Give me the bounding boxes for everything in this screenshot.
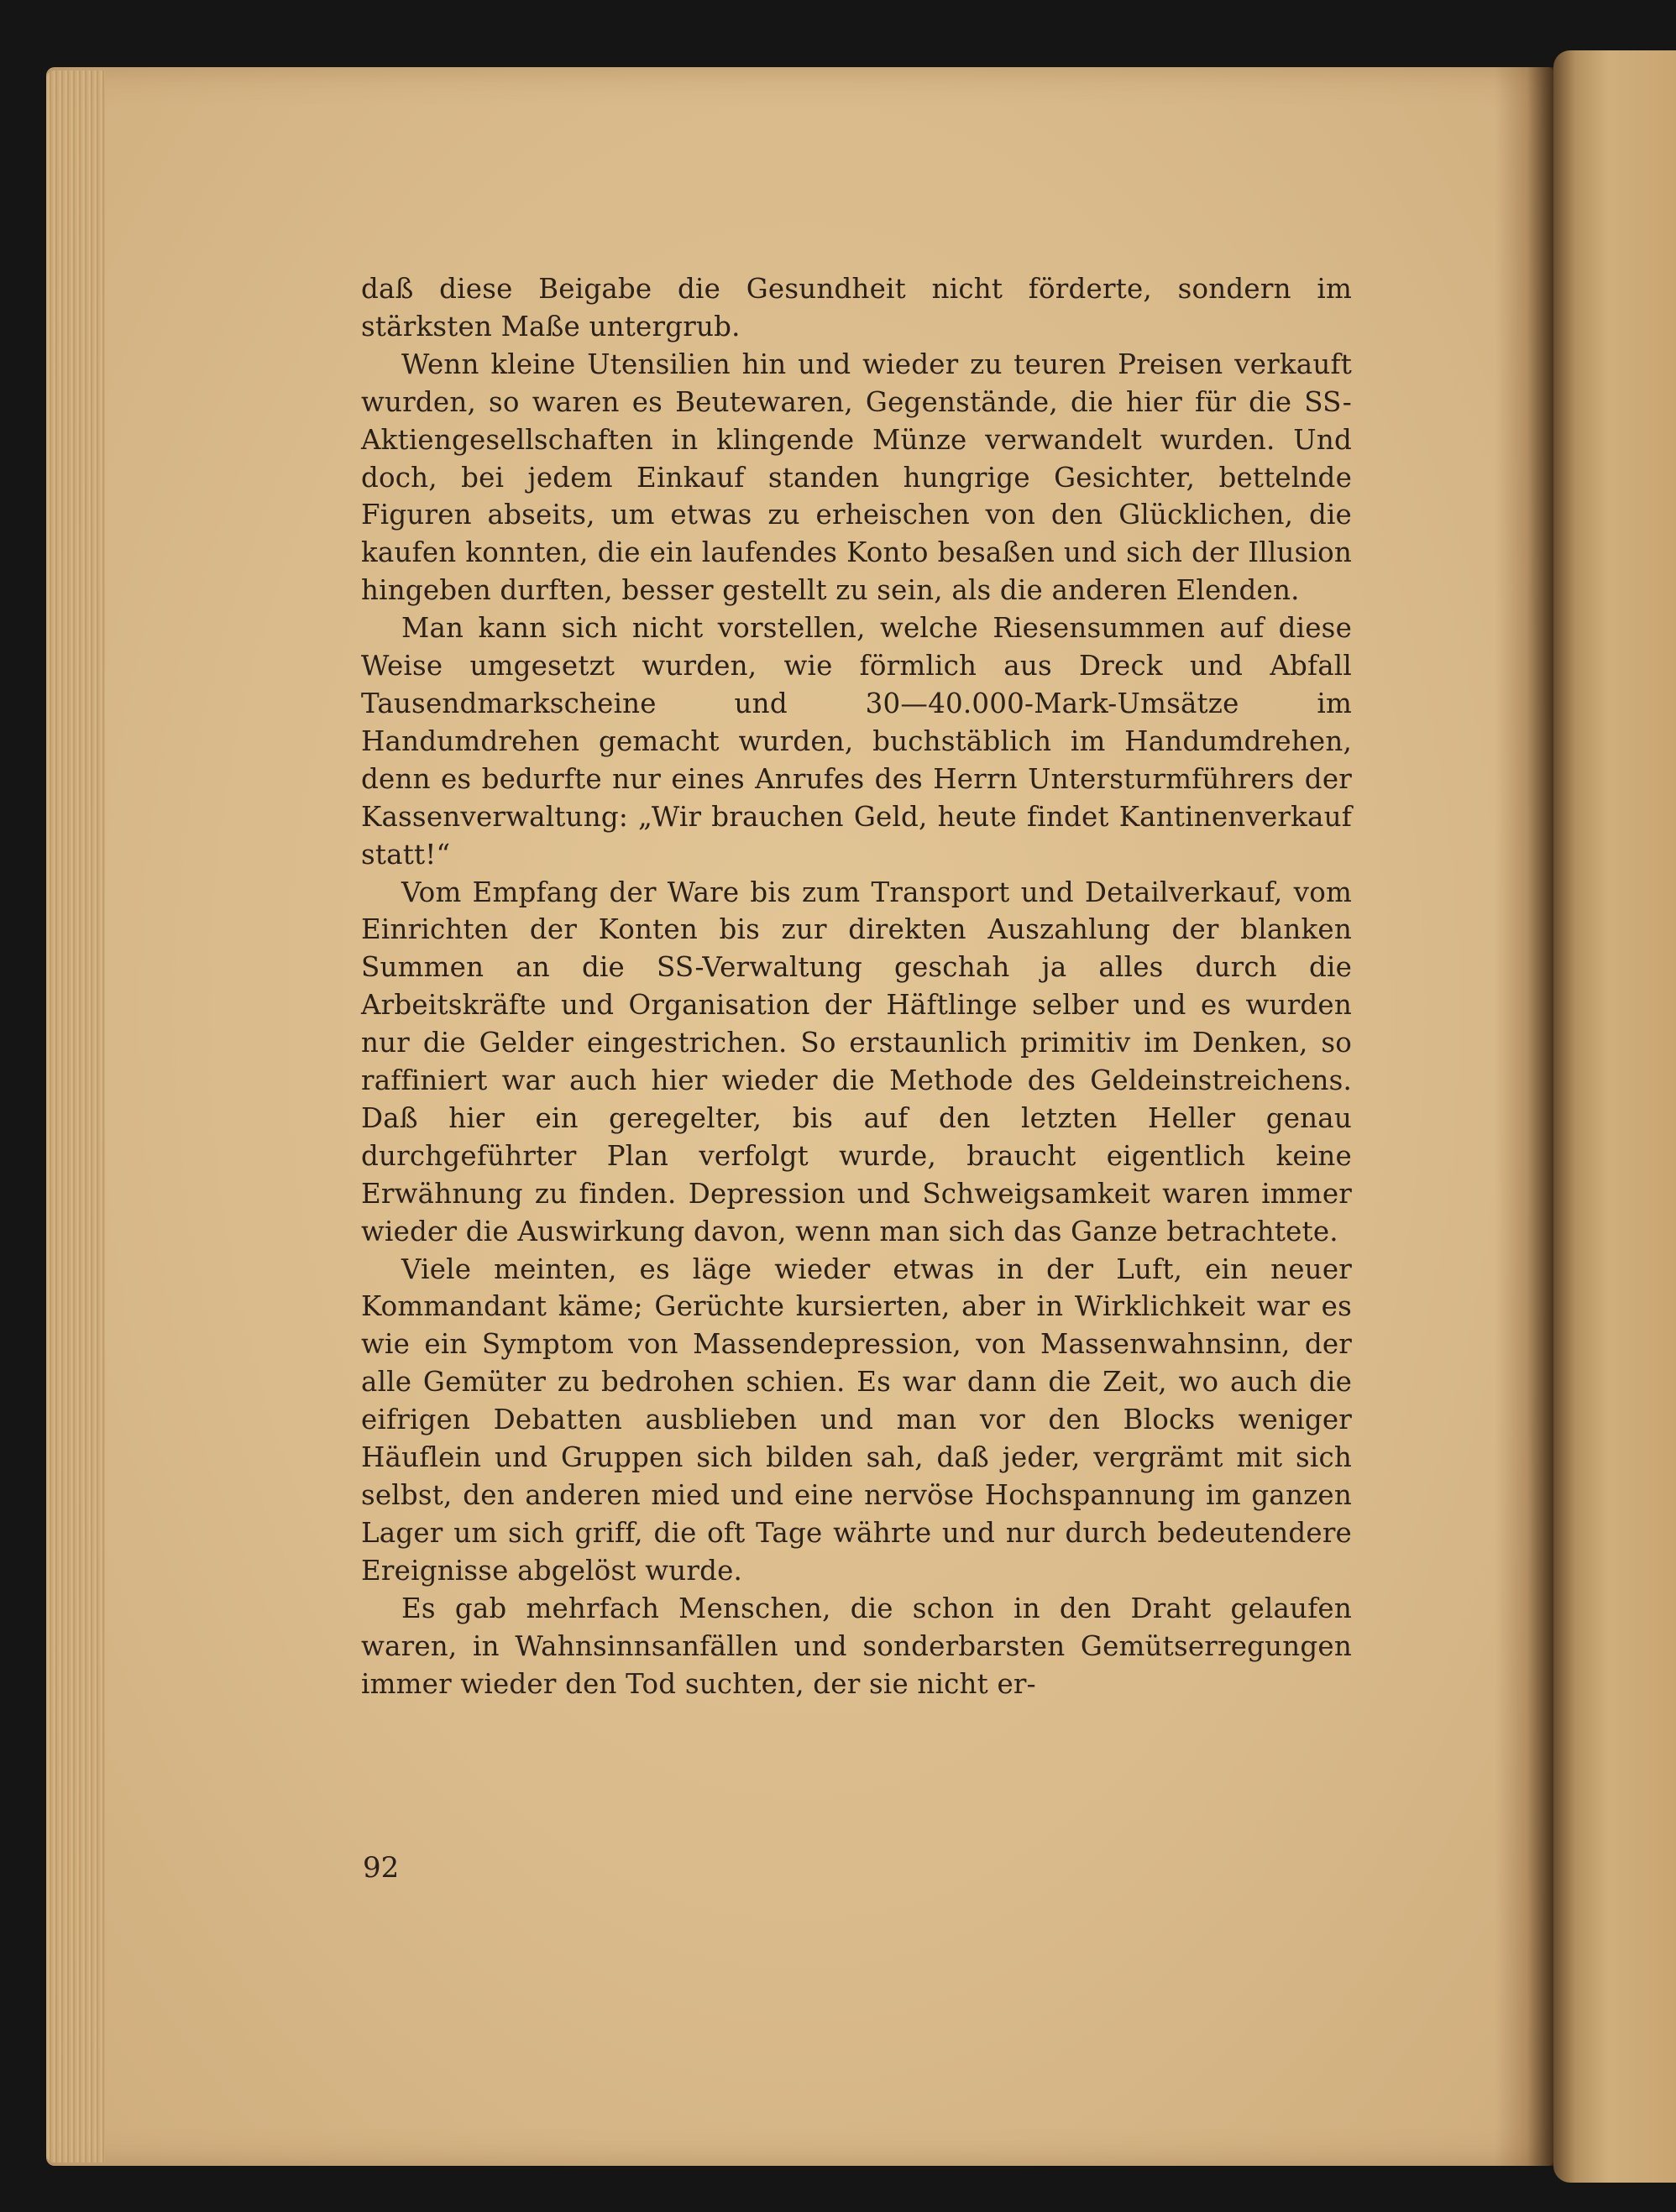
book-gutter	[1495, 67, 1553, 2166]
facing-page-edge	[1553, 50, 1676, 2183]
body-text	[361, 270, 1352, 1702]
paragraph: Wenn kleine Utensilien hin und wieder zu teuren Preisen verkauft wurden, so waren es Beutewaren, Gegenstände, die hier für die SS-Aktiengesellschaften in klingende Münze verwandelt wurden. Und doch, bei jedem Einkauf standen hungrige Gesichter, bettelnde Figuren abseits, um etwas zu erheischen von den Glücklichen, die kaufen konnten, die ein laufendes Konto besaßen und sich der Illusion hingeben durften, besser gestellt zu sein, als die anderen Elenden.	[361, 348, 1352, 607]
page-number: 92	[363, 1851, 400, 1885]
paragraph: Viele meinten, es läge wieder etwas in der Luft, ein neuer Kommandant käme; Gerüchte kursierten, aber in Wirklichkeit war es wie ein Symptom von Massendepression, von Massenwahnsinn, der alle Gemüter zu bedrohen schien. Es war dann die Zeit, wo auch die eifrigen Debatten ausblieben und man vor den Blocks weniger Häuflein und Gruppen sich bilden sah, daß jeder, vergrämt mit sich selbst, den anderen mied und eine nervöse Hochspannung im ganzen Lager um sich griff, die oft Tage währte und nur durch bedeutendere Ereignisse abgelöst wurde.	[361, 1252, 1352, 1587]
paragraph: Man kann sich nicht vorstellen, welche Riesensummen auf diese Weise umgesetzt wurden, wie förmlich aus Dreck und Abfall Tausendmarkscheine und 30—40.000-Mark-Umsätze im Handumdrehen gemacht wurden, buchstäblich im Handumdrehen, denn es bedurfte nur eines Anrufes des Herrn Untersturmführers der Kassenverwaltung: „Wir brauchen Geld, heute findet Kantinenverkauf statt!“	[361, 612, 1352, 871]
paragraph: Vom Empfang der Ware bis zum Transport und Detailverkauf, vom Einrichten der Konten bis zur direkten Auszahlung der blanken Summen an die SS-Verwaltung geschah ja alles durch die Arbeitskräfte und Organisation der Häftlinge selber und es wurden nur die Gelder eingestrichen. So erstaunlich primitiv im Denken, so raffiniert war auch hier wieder die Methode des Geldeinstreichens. Daß hier ein geregelter, bis auf den letzten Heller genau durchgeführter Plan verfolgt wurde, braucht eigentlich keine Erwähnung zu finden. Depression und Schweigsamkeit waren immer wieder die Auswirkung davon, wenn man sich das Ganze betrachtete.	[361, 876, 1352, 1247]
paragraph-continuation: daß diese Beigabe die Gesundheit nicht förderte, sondern im stärksten Maße untergrub.	[361, 273, 1352, 343]
paragraph: Es gab mehrfach Menschen, die schon in den Draht gelaufen waren, in Wahnsinnsanfällen und sonderbarsten Gemütserregungen immer wieder den Tod suchten, der sie nicht er-	[361, 1592, 1352, 1700]
page-edges	[46, 71, 105, 2162]
